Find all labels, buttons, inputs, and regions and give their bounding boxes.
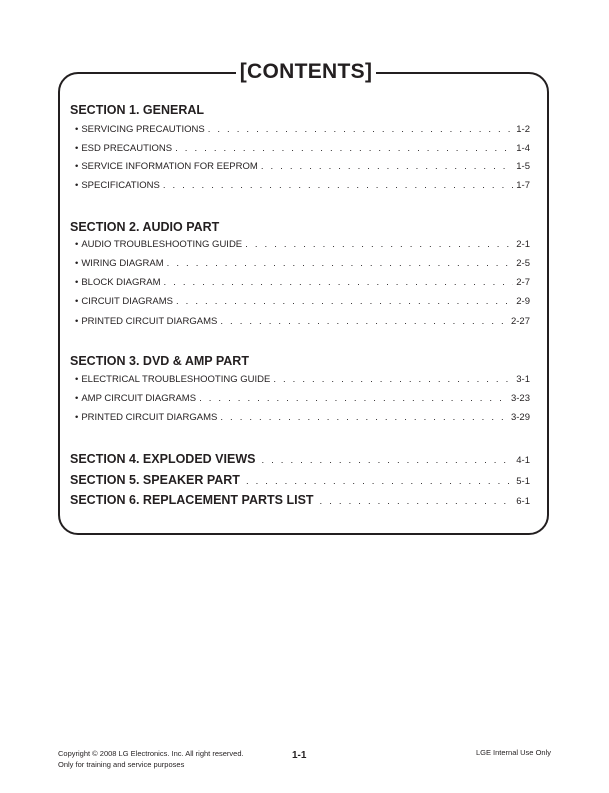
toc-item-page: 3-1	[516, 374, 530, 385]
page-title: [CONTENTS]	[236, 58, 376, 86]
toc-item-label: AUDIO TROUBLESHOOTING GUIDE	[81, 239, 243, 250]
toc-item[interactable]	[75, 392, 530, 406]
dot-leader	[208, 123, 514, 137]
toc-item[interactable]	[75, 315, 530, 329]
toc-item-page: 1-5	[516, 161, 530, 172]
dot-leader	[199, 392, 508, 406]
toc-section-entry[interactable]	[70, 472, 530, 488]
toc-item-page: 2-7	[516, 277, 530, 288]
bullet: •	[75, 412, 79, 423]
dot-leader	[220, 411, 508, 425]
toc-item-label: SERVICING PRECAUTIONS	[81, 124, 205, 135]
toc-item-label: SERVICE INFORMATION FOR EEPROM	[81, 161, 258, 172]
toc-item[interactable]	[75, 123, 530, 137]
bullet: •	[75, 296, 79, 307]
dot-leader	[320, 494, 514, 510]
toc-item-page: 3-23	[510, 393, 530, 404]
toc-item-page: 2-27	[510, 316, 530, 327]
dot-leader	[246, 474, 513, 490]
bullet: •	[75, 393, 79, 404]
toc-item-page: 3-29	[510, 412, 530, 423]
bullet: •	[75, 239, 79, 250]
toc-item-label: ELECTRICAL TROUBLESHOOTING GUIDE	[81, 374, 271, 385]
toc-item[interactable]	[75, 411, 530, 425]
toc-item-label: PRINTED CIRCUIT DIARGAMS	[81, 412, 218, 423]
section-entry-page: 4-1	[516, 455, 530, 466]
toc-item-label: SPECIFICATIONS	[81, 180, 160, 191]
toc-item-label: CIRCUIT DIAGRAMS	[81, 296, 173, 307]
toc-item-label: BLOCK DIAGRAM	[81, 277, 161, 288]
bullet: •	[75, 258, 79, 269]
section-entry-label: SECTION 6. REPLACEMENT PARTS LIST	[70, 493, 314, 507]
toc-item-page: 2-9	[516, 296, 530, 307]
toc-item[interactable]	[75, 373, 530, 387]
section-entry-label: SECTION 4. EXPLODED VIEWS	[70, 452, 256, 466]
bullet: •	[75, 180, 79, 191]
page-number: 1-1	[292, 750, 307, 761]
toc-item-page: 1-4	[516, 143, 530, 154]
section-entry-page: 6-1	[516, 496, 530, 507]
dot-leader	[167, 257, 514, 271]
toc-item-label: WIRING DIAGRAM	[81, 258, 164, 269]
dot-leader	[164, 276, 514, 290]
dot-leader	[220, 315, 508, 329]
usage-line: Only for training and service purposes	[58, 760, 185, 769]
section-heading-2: SECTION 2. AUDIO PART	[70, 220, 220, 234]
toc-item[interactable]	[75, 160, 530, 174]
toc-section-entry[interactable]	[70, 451, 530, 467]
section-heading-3: SECTION 3. DVD & AMP PART	[70, 354, 249, 368]
dot-leader	[273, 373, 513, 387]
toc-item[interactable]	[75, 238, 530, 252]
toc-item[interactable]	[75, 276, 530, 290]
toc-item[interactable]	[75, 179, 530, 193]
toc-item[interactable]	[75, 257, 530, 271]
toc-item[interactable]	[75, 142, 530, 156]
copyright-line: Copyright © 2008 LG Electronics. Inc. All right reserved.	[58, 749, 244, 758]
section-heading-1: SECTION 1. GENERAL	[70, 103, 205, 117]
toc-item-label: PRINTED CIRCUIT DIARGAMS	[81, 316, 218, 327]
dot-leader	[245, 238, 513, 252]
bullet: •	[75, 316, 79, 327]
dot-leader	[175, 142, 513, 156]
internal-use-label: LGE Internal Use Only	[475, 748, 551, 757]
toc-section-entry[interactable]	[70, 492, 530, 508]
dot-leader	[163, 179, 513, 193]
dot-leader	[176, 295, 513, 309]
section-entry-label: SECTION 5. SPEAKER PART	[70, 473, 240, 487]
dot-leader	[261, 453, 513, 469]
toc-item[interactable]	[75, 295, 530, 309]
toc-item-label: AMP CIRCUIT DIAGRAMS	[81, 393, 197, 404]
section-entry-page: 5-1	[516, 476, 530, 487]
footer-copyright	[58, 748, 244, 770]
toc-item-page: 2-1	[516, 239, 530, 250]
bullet: •	[75, 277, 79, 288]
bullet: •	[75, 374, 79, 385]
bullet: •	[75, 161, 79, 172]
toc-item-page: 2-5	[516, 258, 530, 269]
bullet: •	[75, 143, 79, 154]
bullet: •	[75, 124, 79, 135]
toc-item-page: 1-2	[516, 124, 530, 135]
toc-item-label: ESD PRECAUTIONS	[81, 143, 173, 154]
dot-leader	[261, 160, 513, 174]
toc-item-page: 1-7	[516, 180, 530, 191]
